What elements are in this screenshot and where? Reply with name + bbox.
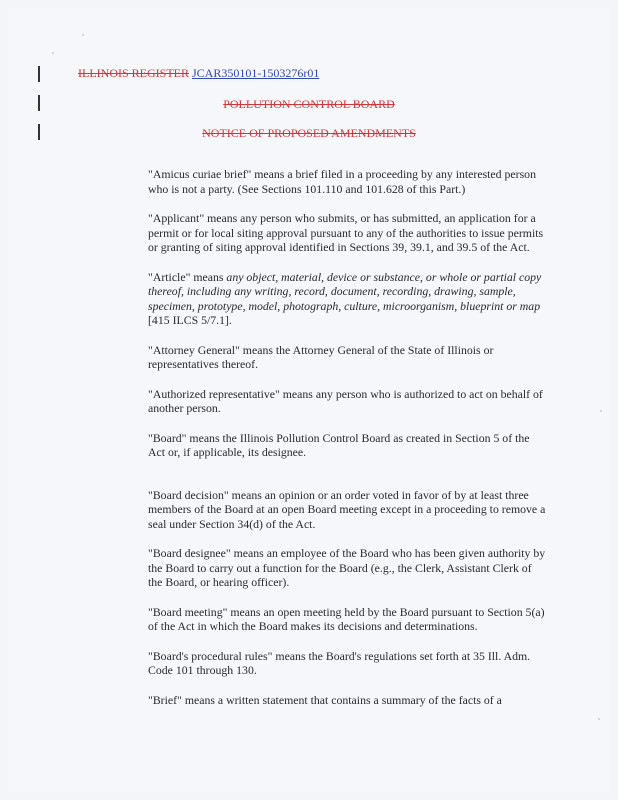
definition-paragraph: "Board's procedural rules" means the Board's regulations set forth at 35 Ill. Adm. Code 101 through 130. bbox=[148, 648, 531, 677]
scan-speck bbox=[82, 34, 84, 36]
definitions-body bbox=[148, 167, 548, 722]
notice-heading bbox=[0, 126, 618, 141]
notice-struck-text: NOTICE OF PROPOSED AMENDMENTS bbox=[202, 126, 416, 140]
definition-paragraph bbox=[148, 270, 548, 328]
definition-paragraph: "Brief" means a written statement that contains a summary of the facts of a bbox=[148, 692, 502, 707]
statute-citation: [415 ILCS 5/7.1]. bbox=[148, 313, 232, 327]
definition-paragraph: "Applicant" means any person who submits, or has submitted, an application for a permit or for local siting approval pursuant to any of the authorities to issue permits or granting of siting approval identified in Sections 39, 39.1, and 39.5 of the Act. bbox=[148, 211, 544, 254]
scan-speck bbox=[52, 52, 54, 54]
register-header bbox=[78, 66, 319, 81]
agency-heading bbox=[0, 97, 618, 112]
definition-paragraph: "Board meeting" means an open meeting held by the Board pursuant to Section 5(a) of the Act in which the Board makes its decisions and determinations. bbox=[148, 604, 545, 633]
definition-paragraph: "Board" means the Illinois Pollution Control Board as created in Section 5 of the Act or, if applicable, its designee. bbox=[148, 430, 530, 459]
agency-struck-text: POLLUTION CONTROL BOARD bbox=[223, 97, 395, 111]
scan-speck bbox=[600, 410, 602, 412]
scan-speck bbox=[598, 718, 600, 720]
register-struck-text: ILLINOIS REGISTER bbox=[78, 66, 189, 80]
statutory-italic-text: any object, material, device or substance, or whole or partial copy thereof, including any writing, record, document, recording, drawing, sample, specimen, prototype, model, photograph, culture, microorganism, blueprint or map bbox=[148, 269, 542, 313]
definition-lead: "Article" means bbox=[148, 269, 227, 284]
definition-paragraph: "Attorney General" means the Attorney General of the State of Illinois or representatives thereof. bbox=[148, 342, 494, 371]
definition-paragraph: "Amicus curiae brief" means a brief filed in a proceeding by any interested person who is not a party. (See Sections 101.110 and 101.628 of this Part.) bbox=[148, 167, 536, 196]
revision-bar bbox=[38, 66, 40, 82]
register-inserted-text: JCAR350101-1503276r01 bbox=[192, 66, 320, 80]
definition-paragraph: "Board decision" means an opinion or an order voted in favor of by at least three members of the Board at an open Board meeting except in a proceeding to remove a seal under Section 34(d) of the Act. bbox=[148, 487, 546, 531]
definition-paragraph: "Authorized representative" means any person who is authorized to act on behalf of another person. bbox=[148, 386, 543, 415]
definition-paragraph: "Board designee" means an employee of the Board who has been given authority by the Board to carry out a function for the Board (e.g., the Clerk, Assistant Clerk of the Board, or hearing officer). bbox=[148, 546, 546, 589]
